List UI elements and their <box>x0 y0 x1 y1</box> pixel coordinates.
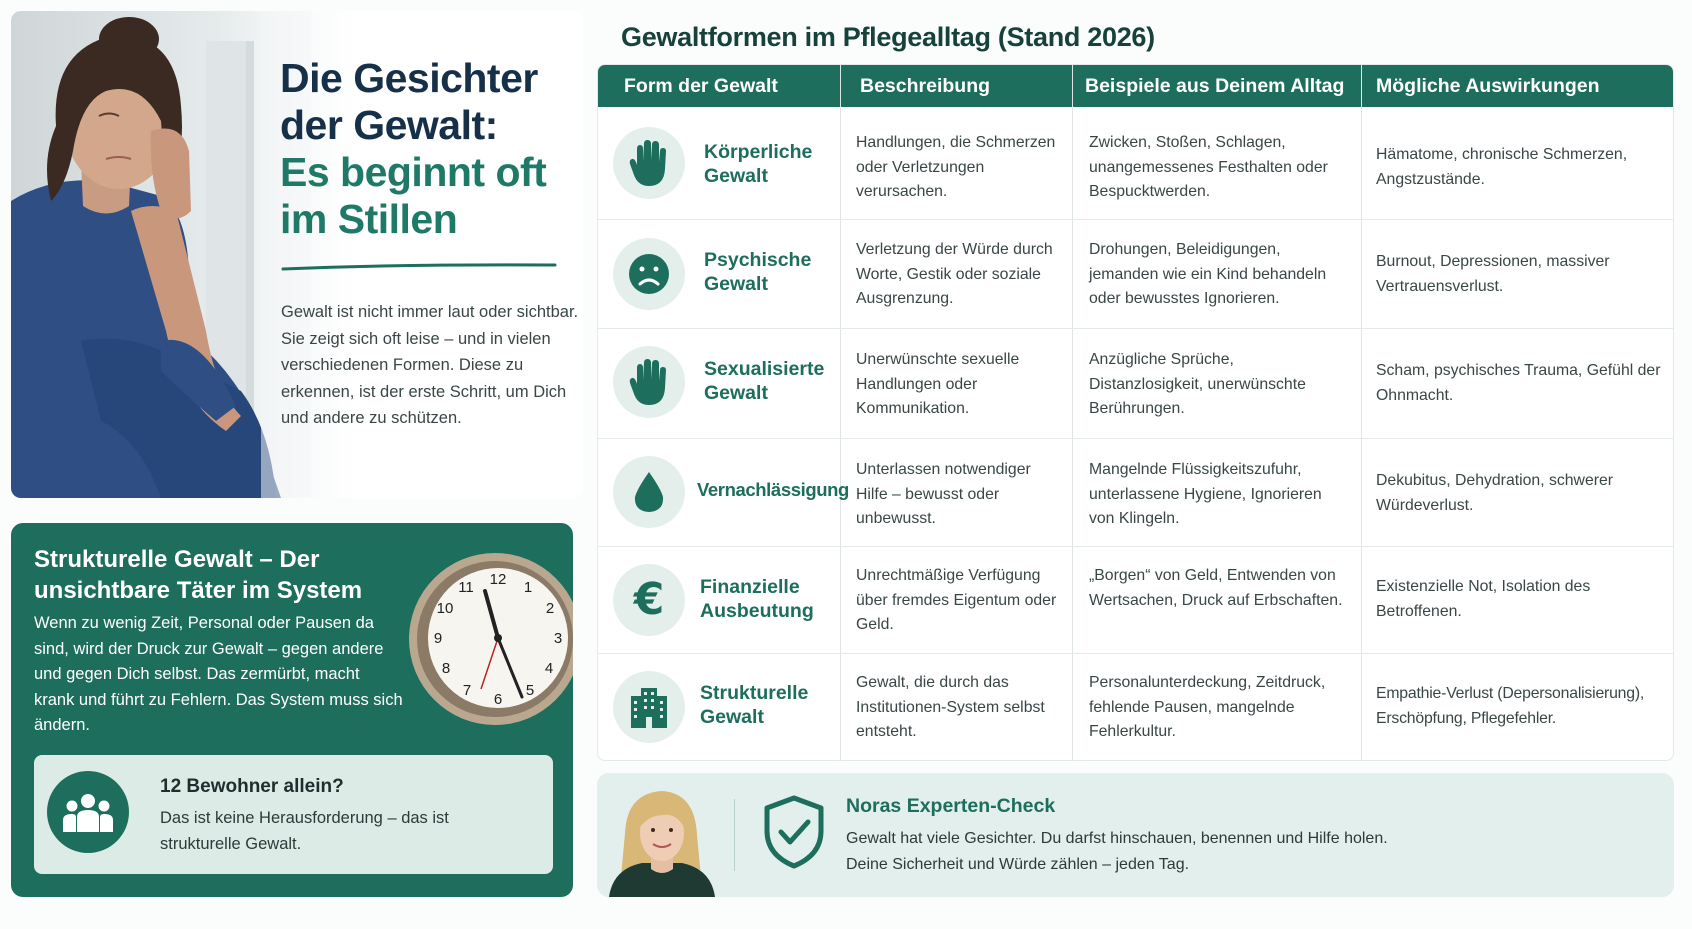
svg-text:5: 5 <box>525 682 535 699</box>
row-name: Körperliche Gewalt <box>704 141 813 187</box>
row-effects: Existenzielle Not, Isolation des Betroffenen. <box>1376 578 1591 620</box>
hero-intro-text: Gewalt ist nicht immer laut oder sichtbar. Sie zeigt sich oft leise – und in vielen verschiedenen Formen. Diese zu erkennen, ist der erste Schritt, um Dich und andere zu schützen. <box>281 303 579 427</box>
row-description: Handlungen, die Schmerzen oder Verletzungen verursachen. <box>856 134 1056 200</box>
row-effects: Hämatome, chronische Schmerzen, Angstzustände. <box>1376 146 1628 188</box>
svg-text:8: 8 <box>441 660 451 677</box>
expert-line-1: Gewalt hat viele Gesichter. Du darfst hinschauen, benennen und Hilfe holen. <box>846 830 1388 847</box>
decorative-underline <box>281 262 557 272</box>
table-title: Gewaltformen im Pflegealltag (Stand 2026) <box>621 22 1155 52</box>
row-effects: Empathie-Verlust (Depersonalisierung), Erschöpfung, Pflegefehler. <box>1376 685 1645 727</box>
hero-title-line1: Die Gesichter <box>280 55 538 101</box>
wall-clock-icon <box>403 549 573 727</box>
svg-text:11: 11 <box>458 579 474 596</box>
table-row <box>598 220 1674 329</box>
divider <box>734 799 735 871</box>
expert-check-panel <box>597 773 1674 897</box>
row-description: Gewalt, die durch das Institutionen-System selbst entsteht. <box>856 674 1045 740</box>
hand-icon <box>613 127 685 199</box>
row-examples: Drohungen, Beleidigungen, jemanden wie ein Kind behandeln oder bewusstes Ignorieren. <box>1089 241 1327 307</box>
svg-text:2: 2 <box>545 600 555 617</box>
shield-check-icon <box>763 795 825 869</box>
svg-text:12: 12 <box>489 571 507 588</box>
svg-text:3: 3 <box>553 630 563 647</box>
table-row <box>598 439 1674 547</box>
nurse-photo <box>11 11 311 498</box>
row-examples: Personalunterdeckung, Zeitdruck, fehlende Pausen, mangelnde Fehlerkultur. <box>1089 674 1326 740</box>
row-effects: Dekubitus, Dehydration, schwerer Würdeverlust. <box>1376 472 1614 514</box>
table-row <box>598 654 1674 761</box>
row-examples: Mangelnde Flüssigkeitszufuhr, unterlassene Hygiene, Ignorieren von Klingeln. <box>1089 461 1322 527</box>
table-row <box>598 329 1674 439</box>
callout-answer: Das ist keine Herausforderung – das ist strukturelle Gewalt. <box>160 809 449 853</box>
header-effects: Mögliche Auswirkungen <box>1376 75 1600 97</box>
euro-icon: € <box>613 564 685 636</box>
nora-portrait <box>597 773 731 897</box>
row-name: Strukturelle Gewalt <box>700 682 809 728</box>
row-examples: Anzügliche Sprüche, Distanzlosigkeit, unerwünschte Berührungen. <box>1089 351 1306 417</box>
header-form: Form der Gewalt <box>624 75 778 97</box>
hero-title-accent: Es beginnt oft im Stillen <box>280 149 547 242</box>
svg-text:6: 6 <box>493 691 503 708</box>
row-examples: Zwicken, Stoßen, Schlagen, unangemessenes Festhalten oder Bespucktwerden. <box>1089 134 1328 200</box>
hero-title-line2: der Gewalt: <box>280 102 498 148</box>
svg-text:9: 9 <box>433 630 443 647</box>
expert-line-2: Deine Sicherheit und Würde zählen – jeden Tag. <box>846 856 1190 873</box>
row-description: Unrechtmäßige Verfügung über fremdes Eigentum oder Geld. <box>856 567 1057 633</box>
row-description: Verletzung der Würde durch Worte, Gestik oder soziale Ausgrenzung. <box>856 241 1053 307</box>
hero-panel <box>11 11 583 498</box>
row-effects: Burnout, Depressionen, massiver Vertrauensverlust. <box>1376 253 1610 295</box>
expert-text <box>846 826 1546 878</box>
header-description: Beschreibung <box>860 75 991 97</box>
expert-title: Noras Experten-Check <box>846 795 1056 817</box>
violence-forms-table <box>597 64 1674 761</box>
table-row <box>598 107 1674 220</box>
hero-title <box>280 55 570 243</box>
group-icon <box>47 771 129 853</box>
building-icon <box>613 671 685 743</box>
sad-face-icon <box>613 238 685 310</box>
svg-text:4: 4 <box>544 660 554 677</box>
row-name: Finanzielle Ausbeutung <box>700 576 814 622</box>
row-name: Sexualisierte Gewalt <box>704 358 825 404</box>
structural-title: Strukturelle Gewalt – Der unsichtbare Täter im System <box>34 546 363 604</box>
staffing-callout-card <box>34 755 553 874</box>
hand-icon <box>613 346 685 418</box>
structural-text: Wenn zu wenig Zeit, Personal oder Pausen da sind, wird der Druck zur Gewalt – gegen andere und gegen Dich selbst. Das zermürbt, macht krank und führt zu Fehlern. Das System muss sich ändern. <box>34 614 403 734</box>
callout-question: 12 Bewohner allein? <box>160 776 344 797</box>
row-examples: „Borgen“ von Geld, Entwenden von Wertsachen, Druck auf Erbschaften. <box>1089 567 1343 609</box>
row-name: Vernachlässigung <box>697 479 849 500</box>
svg-text:10: 10 <box>436 600 454 617</box>
row-name: Psychische Gewalt <box>704 249 812 295</box>
table-header <box>598 65 1674 107</box>
svg-text:7: 7 <box>462 682 472 699</box>
header-examples: Beispiele aus Deinem Alltag <box>1085 75 1345 97</box>
svg-text:1: 1 <box>523 579 533 596</box>
row-description: Unerwünschte sexuelle Handlungen oder Kommunikation. <box>856 351 1020 417</box>
water-drop-icon <box>613 456 685 528</box>
table-row <box>598 547 1674 654</box>
row-description: Unterlassen notwendiger Hilfe – bewusst oder unbewusst. <box>856 461 1031 527</box>
structural-violence-panel <box>11 523 573 897</box>
row-effects: Scham, psychisches Trauma, Gefühl der Ohnmacht. <box>1376 362 1661 404</box>
